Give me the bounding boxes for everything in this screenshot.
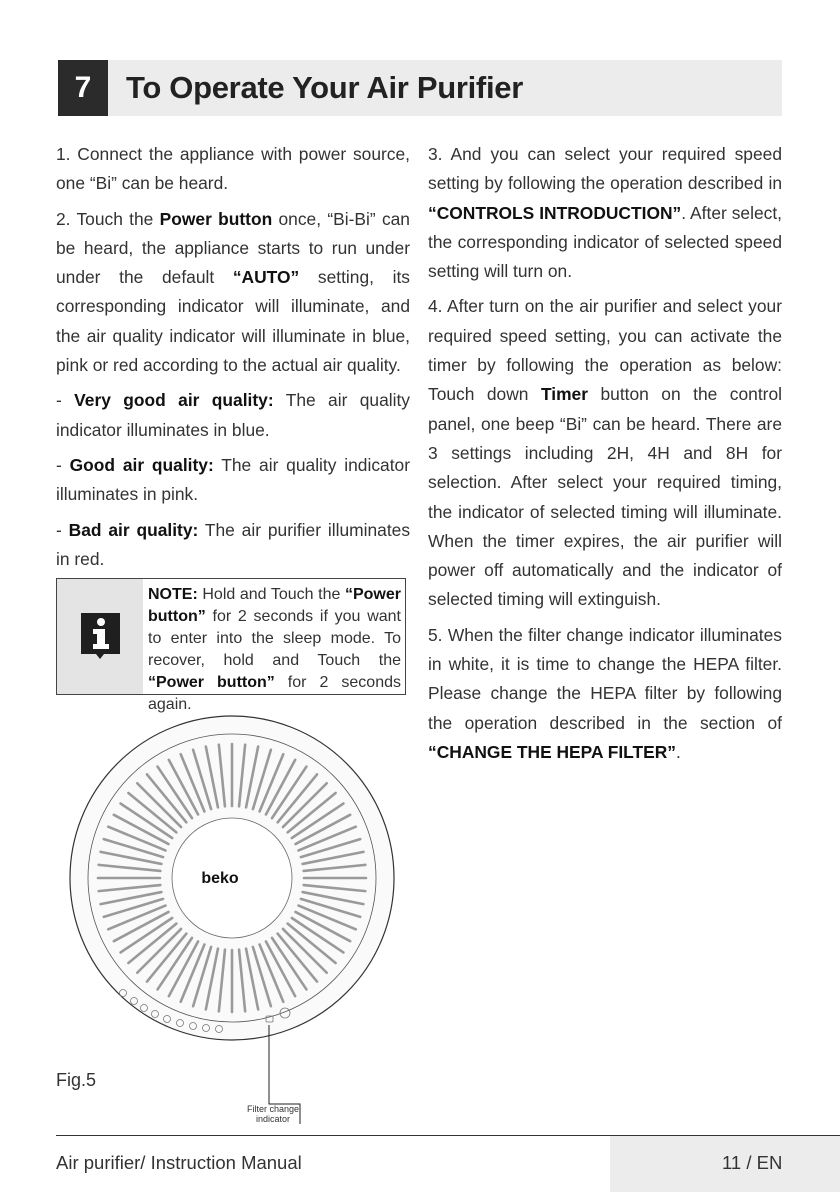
good-text: The air quality indicator illuminates in pink.	[56, 454, 410, 505]
very-good-term: Very good air quality:	[74, 390, 274, 411]
power-button-term: “Power button”	[148, 586, 401, 625]
bad-text: The air purifier illuminates in red.	[56, 519, 411, 569]
note-body: for 2 seconds if you want to enter into the sleep mode. To recover, hold and Touch the	[148, 608, 401, 669]
air-purifier-top-view	[60, 712, 410, 1132]
change-hepa-term: “CHANGE THE HEPA FILTER”	[428, 741, 676, 762]
dash: -	[56, 390, 75, 411]
note-body: for 2 seconds again.	[148, 674, 401, 713]
step-2-text: 2. Touch the	[56, 208, 160, 229]
timer-term: Timer	[540, 384, 588, 405]
callout-text: indicator	[255, 1114, 291, 1124]
bad-paragraph	[56, 516, 410, 575]
note-body: Hold and Touch the	[197, 586, 345, 603]
step-2-paragraph	[56, 205, 410, 381]
step-2-text: once, “Bi-Bi” can be heard, the appliance starts to run under under the default	[56, 208, 410, 288]
step-5-text: .	[675, 741, 681, 762]
right-column	[428, 140, 782, 773]
good-term: Good air quality:	[69, 454, 214, 475]
note-label: NOTE:	[148, 586, 198, 603]
step-3-paragraph	[428, 140, 782, 286]
step-5-text: 5. When the filter change indicator illuminates in white, it is time to change the HEPA filter. Please change the HEPA filter by following the operation described in the section of	[428, 624, 782, 733]
step-4-text: 4. After turn on the air purifier and select your required speed setting, you can activate the timer by following the operation as below: Touch down	[428, 296, 782, 405]
step-2-text: setting, its corresponding indicator will illuminate, and the air quality indicator will illuminate in blue, pink or red according to the actual air quality.	[56, 267, 410, 376]
section-number: 7	[58, 60, 108, 116]
page-number: 11 / EN	[722, 1152, 783, 1173]
step-3-text: . After select, the corresponding indicator of selected speed setting will turn on.	[428, 202, 782, 282]
controls-intro-term: “CONTROLS INTRODUCTION”	[428, 202, 682, 223]
auto-term: “AUTO”	[232, 267, 300, 288]
step-1-paragraph	[56, 140, 410, 199]
filter-change-callout	[238, 1104, 308, 1124]
note-text	[148, 584, 401, 716]
step-4-paragraph	[428, 292, 782, 614]
step-3-text: 3. And you can select your required speed setting by following the operation described in	[428, 144, 782, 194]
callout-text: Filter change	[246, 1104, 300, 1114]
step-5-paragraph	[428, 621, 782, 767]
power-button-term: Power button	[159, 208, 273, 229]
bad-term: Bad air quality:	[68, 519, 199, 540]
dash: -	[56, 454, 70, 475]
dash: -	[56, 519, 69, 540]
footer-manual-title: Air purifier/ Instruction Manual	[56, 1152, 302, 1173]
left-column	[56, 140, 410, 580]
very-good-text: The air quality indicator illuminates in blue.	[56, 390, 410, 440]
info-icon	[78, 610, 123, 660]
brand-logo: beko	[201, 870, 239, 887]
very-good-paragraph	[56, 386, 410, 445]
figure-label: Fig.5	[56, 1070, 97, 1090]
step-4-text: button on the control panel, one beep “Bi” can be heard. There are 3 settings including 2H, 4H and 8H for selection. After select your required timing, the indicator of selected timing will illuminate. When the timer expires, the air purifier will power off automatically and the indicator of selected timing will extinguish.	[428, 384, 782, 610]
section-title: To Operate Your Air Purifier	[126, 70, 523, 105]
power-button-term: “Power button”	[148, 674, 275, 691]
step-1-text: 1. Connect the appliance with power source, one “Bi” can be heard.	[56, 144, 410, 194]
good-paragraph	[56, 451, 410, 510]
